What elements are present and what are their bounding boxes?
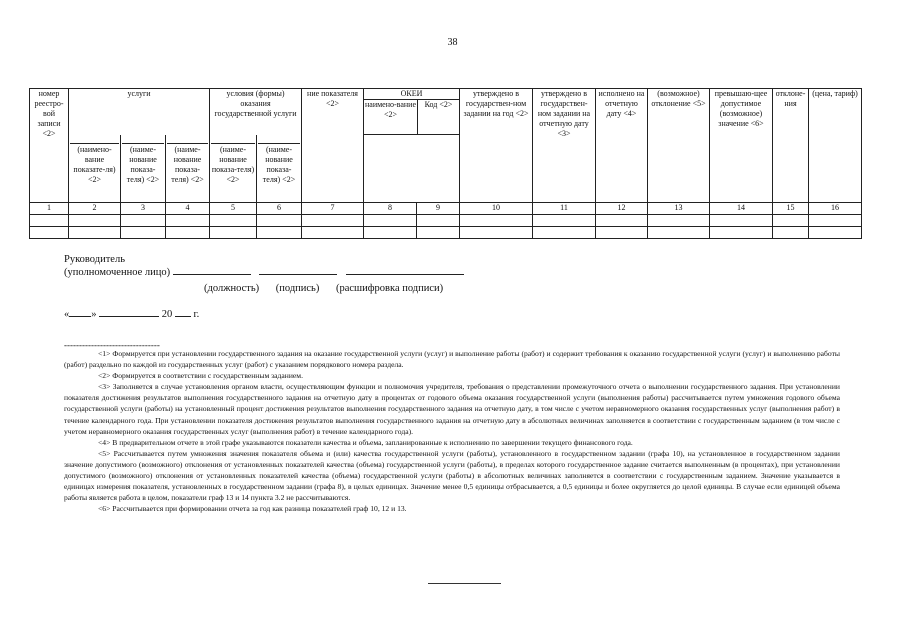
footnotes <box>64 348 840 514</box>
day-field <box>69 316 91 317</box>
col-number: 1 <box>30 203 69 215</box>
sub-indicator-2: (наиме-нование показа-теля) <2> <box>121 135 166 203</box>
col-price: (цена, тариф) <box>809 89 862 203</box>
name-field <box>346 274 464 275</box>
footnote: <2> Формируется в соответствии с государственным заданием. <box>98 371 303 381</box>
col-number: 11 <box>533 203 596 215</box>
label-name: (расшифровка подписи) <box>335 283 444 294</box>
col-number: 16 <box>809 203 862 215</box>
col-services: услуги <box>69 89 210 135</box>
col-executed: исполнено на отчетную дату <4> <box>596 89 648 203</box>
footnote: <1> Формируется при установлении государственного задания на оказание государственной услуги (услуг) и выполнение работы (работ) и содержит требования к оказанию государственной услуги (услуг) и выполнению работы (работ) раздельно по каждой из государственных услуг (работ) с указанием порядкового номера раздела. <box>64 349 840 370</box>
label-position: (должность) <box>204 283 260 294</box>
col-deviation-reason: отклоне-ния <box>773 89 809 203</box>
col-number: 15 <box>773 203 809 215</box>
col-number: 6 <box>257 203 302 215</box>
okei-label: ОКЕИ <box>364 89 459 100</box>
footnote: <5> Рассчитывается путем умножения значения показателя объема и (или) качества государственной услуги (работы), установленного в государственном задании (графа 10), на установленное в государственном задании значение допустимого (возможного) отклонения от установленных показателей качества (объема) государственной услуги (работы), в пределах которого государственное задание считается выполненным (в процентах), при установлении допустимого (возможного) отклонения от установленных показателей качества (объема) государственной услуги (работы) в абсолютных величинах заполняется в соответствии с государственным заданием. Значение указывается в единицах измерения показателя, установленных в государственном задании (графа 8), в целых единицах. Значение менее 0,5 единицы отбрасывается, а 0,5 единицы и более округляется до целой единицы. В случае если единицей объема работы является работа в целом, показатели граф 13 и 14 пункта 3.2 не рассчитываются. <box>64 448 840 503</box>
year-field <box>175 316 191 317</box>
column-numbers-row <box>30 203 862 215</box>
label-sign: (подпись) <box>275 283 320 294</box>
col-conditions: условия (формы) оказания государственной услуги <box>210 89 302 135</box>
table-row <box>30 215 862 227</box>
col-indicator-name: ние показателя <2> <box>302 89 364 203</box>
year-suffix: г. <box>193 309 200 320</box>
sub-indicator-4: (наиме-нование показа-теля) <2> <box>210 135 257 203</box>
col-number: 10 <box>460 203 533 215</box>
col-approved-year: утверждено в государствен-ном задании на год <2> <box>460 89 533 203</box>
col-number: 9 <box>417 203 460 215</box>
sub-indicator-5: (наиме-нование показа-теля) <2> <box>257 135 302 203</box>
table-row <box>30 227 862 239</box>
header-row <box>30 89 862 135</box>
footnote-separator: -------------------------------- <box>64 340 160 350</box>
col-number: 4 <box>166 203 210 215</box>
position-field <box>173 274 251 275</box>
month-field <box>99 316 159 317</box>
end-line <box>428 583 501 584</box>
okei-name: наимено-вание <2> <box>364 100 418 134</box>
col-allowed-deviation: (возможное) отклонение <5> <box>648 89 710 203</box>
signature-field-labels <box>204 283 443 294</box>
col-number: 8 <box>364 203 417 215</box>
year-label: 20 <box>161 309 173 320</box>
sub-indicator-1: (наимено-вание показате-ля) <2> <box>69 135 121 203</box>
okei-code: Код <2> <box>424 100 453 109</box>
signature-title: Руководитель <box>64 254 125 265</box>
page-number: 38 <box>447 37 458 48</box>
col-number: 7 <box>302 203 364 215</box>
col-number: 2 <box>69 203 121 215</box>
report-table <box>29 88 862 239</box>
sign-field <box>259 274 337 275</box>
col-number: 12 <box>596 203 648 215</box>
col-okei <box>364 89 460 135</box>
col-number: 3 <box>121 203 166 215</box>
col-registry-number: номер реестро-вой записи <2> <box>30 89 69 203</box>
col-number: 14 <box>710 203 773 215</box>
date-line: « » 20 г. <box>64 309 200 320</box>
footnote: <6> Рассчитывается при формировании отчета за год как разница показателей граф 10, 12 и 13. <box>98 504 407 514</box>
sub-indicator-3: (наиме-нование показа-теля) <2> <box>166 135 210 203</box>
col-approved-date: утверждено в государствен-ном задании на отчетную дату <3> <box>533 89 596 203</box>
footnote: <3> Заполняется в случае установления органом власти, осуществляющим функции и полномочия учредителя, требования о представлении промежуточного отчета о выполнении государственного задания. При установлении показателя достижения результатов выполнения государственного задания на отчетную дату в процентах от годового объема оказания государственной услуги (выполнения работы) рассчитывается путем умножения годового объема государственной услуги (работы) на установленный процент достижения результатов выполнения государственного задания на отчетную дату, в том числе с учетом неравномерного оказания государственных услуг (выполнения работ) в течение календарного года. При установлении показателя достижения результатов выполнения государственного задания на отчетную дату в абсолютных величинах заполняется в соответствии с государственным заданием (в том числе с учетом неравномерного оказания государственных услуг (выполнения работ) в течение календарного года). <box>64 382 840 436</box>
col-number: 5 <box>210 203 257 215</box>
signature-line <box>64 267 504 278</box>
col-number: 13 <box>648 203 710 215</box>
signature-label: (уполномоченное лицо) <box>64 267 171 278</box>
col-exceeding-deviation: превышаю-щее допустимое (возможное) значение <6> <box>710 89 773 203</box>
footnote: <4> В предварительном отчете в этой графе указываются показатели качества и объема, запланированные к исполнению по завершении текущего финансового года. <box>98 437 633 447</box>
